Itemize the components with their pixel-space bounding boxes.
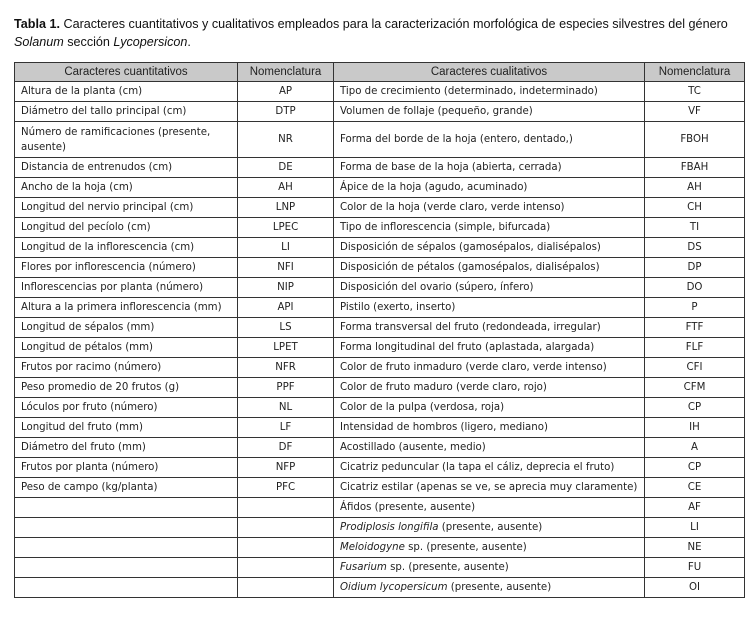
character-text: Tipo de crecimiento (determinado, indeterminado) bbox=[340, 86, 598, 97]
qualitative-code: DP bbox=[645, 258, 745, 278]
character-text: Forma longitudinal del fruto (aplastada, alargada) bbox=[340, 342, 595, 353]
character-text: (presente, ausente) bbox=[447, 582, 552, 593]
table-row bbox=[15, 398, 745, 418]
quantitative-character: Diámetro del fruto (mm) bbox=[15, 438, 238, 458]
table-row bbox=[15, 358, 745, 378]
qualitative-code: FTF bbox=[645, 318, 745, 338]
quantitative-code bbox=[238, 558, 334, 578]
character-text: Disposición del ovario (súpero, ínfero) bbox=[340, 282, 534, 293]
quantitative-code: DTP bbox=[238, 102, 334, 122]
character-text: Áfidos (presente, ausente) bbox=[340, 502, 476, 513]
character-text: Intensidad de hombros (ligero, mediano) bbox=[340, 422, 548, 433]
qualitative-character bbox=[334, 378, 645, 398]
quantitative-code: LS bbox=[238, 318, 334, 338]
character-text: Forma de base de la hoja (abierta, cerrada) bbox=[340, 162, 562, 173]
quantitative-character: Frutos por planta (número) bbox=[15, 458, 238, 478]
qualitative-character bbox=[334, 418, 645, 438]
quantitative-code: NFR bbox=[238, 358, 334, 378]
qualitative-character bbox=[334, 198, 645, 218]
qualitative-character bbox=[334, 518, 645, 538]
table-row bbox=[15, 298, 745, 318]
quantitative-code: AP bbox=[238, 82, 334, 102]
header-nomenclature-quant: Nomenclatura bbox=[238, 63, 334, 82]
characters-table bbox=[14, 62, 745, 598]
table-row bbox=[15, 258, 745, 278]
quantitative-character: Peso promedio de 20 frutos (g) bbox=[15, 378, 238, 398]
table-row bbox=[15, 218, 745, 238]
qualitative-code: TI bbox=[645, 218, 745, 238]
species-name: Meloidogyne bbox=[340, 542, 405, 553]
qualitative-character bbox=[334, 338, 645, 358]
caption-text: Caracteres cuantitativos y cualitativos empleados para la caracterización morfológica de especies silvestres del género bbox=[59, 17, 728, 31]
quantitative-character bbox=[15, 578, 238, 598]
quantitative-character: Longitud de pétalos (mm) bbox=[15, 338, 238, 358]
quantitative-code bbox=[238, 498, 334, 518]
quantitative-code: LNP bbox=[238, 198, 334, 218]
qualitative-code: P bbox=[645, 298, 745, 318]
quantitative-character: Longitud del nervio principal (cm) bbox=[15, 198, 238, 218]
character-text: Color de la pulpa (verdosa, roja) bbox=[340, 402, 505, 413]
table-row bbox=[15, 538, 745, 558]
species-name: Fusarium bbox=[340, 562, 387, 573]
qualitative-character bbox=[334, 158, 645, 178]
table-row bbox=[15, 82, 745, 102]
quantitative-code: LI bbox=[238, 238, 334, 258]
character-text: Forma transversal del fruto (redondeada, irregular) bbox=[340, 322, 601, 333]
qualitative-code: VF bbox=[645, 102, 745, 122]
character-text: Disposición de sépalos (gamosépalos, dialisépalos) bbox=[340, 242, 601, 253]
character-text: (presente, ausente) bbox=[438, 522, 543, 533]
character-text: sp. (presente, ausente) bbox=[386, 562, 509, 573]
quantitative-code: NL bbox=[238, 398, 334, 418]
quantitative-character: Longitud del fruto (mm) bbox=[15, 418, 238, 438]
table-row bbox=[15, 338, 745, 358]
quantitative-character: Diámetro del tallo principal (cm) bbox=[15, 102, 238, 122]
quantitative-character: Peso de campo (kg/planta) bbox=[15, 478, 238, 498]
qualitative-character bbox=[334, 258, 645, 278]
table-header-row bbox=[15, 63, 745, 82]
qualitative-code: CP bbox=[645, 458, 745, 478]
quantitative-character: Altura de la planta (cm) bbox=[15, 82, 238, 102]
quantitative-code: PPF bbox=[238, 378, 334, 398]
quantitative-code: LPET bbox=[238, 338, 334, 358]
character-text: Volumen de follaje (pequeño, grande) bbox=[340, 106, 533, 117]
qualitative-character bbox=[334, 498, 645, 518]
quantitative-character bbox=[15, 558, 238, 578]
qualitative-code: LI bbox=[645, 518, 745, 538]
qualitative-code: AF bbox=[645, 498, 745, 518]
quantitative-character: Inflorescencias por planta (número) bbox=[15, 278, 238, 298]
character-text: Forma del borde de la hoja (entero, dentado,) bbox=[340, 134, 573, 145]
table-row bbox=[15, 438, 745, 458]
quantitative-character: Frutos por racimo (número) bbox=[15, 358, 238, 378]
quantitative-character: Longitud de la inflorescencia (cm) bbox=[15, 238, 238, 258]
qualitative-character bbox=[334, 398, 645, 418]
table-row bbox=[15, 278, 745, 298]
qualitative-code: CFM bbox=[645, 378, 745, 398]
quantitative-character bbox=[15, 538, 238, 558]
quantitative-code: API bbox=[238, 298, 334, 318]
table-row bbox=[15, 478, 745, 498]
header-quantitative: Caracteres cuantitativos bbox=[15, 63, 238, 82]
quantitative-code: NFP bbox=[238, 458, 334, 478]
caption-mid: sección bbox=[63, 35, 114, 49]
qualitative-code: FLF bbox=[645, 338, 745, 358]
qualitative-code: AH bbox=[645, 178, 745, 198]
quantitative-code: DE bbox=[238, 158, 334, 178]
caption-end: . bbox=[187, 35, 191, 49]
quantitative-character: Longitud del pecíolo (cm) bbox=[15, 218, 238, 238]
table-row bbox=[15, 318, 745, 338]
qualitative-character bbox=[334, 238, 645, 258]
quantitative-code: LPEC bbox=[238, 218, 334, 238]
character-text: Acostillado (ausente, medio) bbox=[340, 442, 486, 453]
quantitative-character: Ancho de la hoja (cm) bbox=[15, 178, 238, 198]
header-nomenclature-qual: Nomenclatura bbox=[645, 63, 745, 82]
table-row bbox=[15, 498, 745, 518]
caption-label: Tabla 1. bbox=[14, 17, 60, 31]
qualitative-code: TC bbox=[645, 82, 745, 102]
caption-section: Lycopersicon bbox=[113, 35, 188, 49]
species-name: Oidium lycopersicum bbox=[340, 582, 448, 593]
qualitative-code: DO bbox=[645, 278, 745, 298]
qualitative-character bbox=[334, 458, 645, 478]
qualitative-character bbox=[334, 278, 645, 298]
quantitative-character: Número de ramificaciones (presente, ausente) bbox=[15, 122, 238, 158]
table-row bbox=[15, 378, 745, 398]
quantitative-character bbox=[15, 518, 238, 538]
quantitative-code: NIP bbox=[238, 278, 334, 298]
qualitative-code: FBAH bbox=[645, 158, 745, 178]
qualitative-character bbox=[334, 318, 645, 338]
character-text: Cicatriz peduncular (la tapa el cáliz, deprecia el fruto) bbox=[340, 462, 615, 473]
table-row bbox=[15, 178, 745, 198]
table-row bbox=[15, 418, 745, 438]
quantitative-character: Lóculos por fruto (número) bbox=[15, 398, 238, 418]
quantitative-code: DF bbox=[238, 438, 334, 458]
quantitative-code: PFC bbox=[238, 478, 334, 498]
qualitative-code: CE bbox=[645, 478, 745, 498]
qualitative-code: A bbox=[645, 438, 745, 458]
table-row bbox=[15, 198, 745, 218]
quantitative-code bbox=[238, 518, 334, 538]
qualitative-character bbox=[334, 478, 645, 498]
quantitative-character: Distancia de entrenudos (cm) bbox=[15, 158, 238, 178]
qualitative-character bbox=[334, 438, 645, 458]
character-text: Disposición de pétalos (gamosépalos, dialisépalos) bbox=[340, 262, 600, 273]
table-caption bbox=[14, 15, 744, 51]
character-text: Color de fruto maduro (verde claro, rojo) bbox=[340, 382, 547, 393]
qualitative-code: CFI bbox=[645, 358, 745, 378]
qualitative-character bbox=[334, 358, 645, 378]
qualitative-character bbox=[334, 102, 645, 122]
table-row bbox=[15, 238, 745, 258]
character-text: Pistilo (exerto, inserto) bbox=[340, 302, 456, 313]
qualitative-character bbox=[334, 298, 645, 318]
qualitative-code: DS bbox=[645, 238, 745, 258]
qualitative-code: FBOH bbox=[645, 122, 745, 158]
qualitative-character bbox=[334, 218, 645, 238]
qualitative-code: CH bbox=[645, 198, 745, 218]
character-text: Ápice de la hoja (agudo, acuminado) bbox=[340, 182, 528, 193]
table-row bbox=[15, 518, 745, 538]
qualitative-code: CP bbox=[645, 398, 745, 418]
character-text: sp. (presente, ausente) bbox=[404, 542, 527, 553]
quantitative-character bbox=[15, 498, 238, 518]
character-text: Color de fruto inmaduro (verde claro, verde intenso) bbox=[340, 362, 607, 373]
qualitative-character bbox=[334, 178, 645, 198]
quantitative-character: Longitud de sépalos (mm) bbox=[15, 318, 238, 338]
quantitative-code: NR bbox=[238, 122, 334, 158]
qualitative-code: IH bbox=[645, 418, 745, 438]
character-text: Cicatriz estilar (apenas se ve, se aprecia muy claramente) bbox=[340, 482, 638, 493]
table-row bbox=[15, 458, 745, 478]
quantitative-character: Flores por inflorescencia (número) bbox=[15, 258, 238, 278]
qualitative-code: NE bbox=[645, 538, 745, 558]
quantitative-code: LF bbox=[238, 418, 334, 438]
table-row bbox=[15, 158, 745, 178]
quantitative-code bbox=[238, 538, 334, 558]
caption-genus: Solanum bbox=[14, 35, 64, 49]
table-row bbox=[15, 558, 745, 578]
qualitative-character bbox=[334, 578, 645, 598]
qualitative-character bbox=[334, 122, 645, 158]
quantitative-character: Altura a la primera inflorescencia (mm) bbox=[15, 298, 238, 318]
quantitative-code: AH bbox=[238, 178, 334, 198]
character-text: Color de la hoja (verde claro, verde intenso) bbox=[340, 202, 565, 213]
header-qualitative: Caracteres cualitativos bbox=[334, 63, 645, 82]
qualitative-character bbox=[334, 538, 645, 558]
quantitative-code: NFI bbox=[238, 258, 334, 278]
qualitative-code: OI bbox=[645, 578, 745, 598]
qualitative-code: FU bbox=[645, 558, 745, 578]
table-row bbox=[15, 102, 745, 122]
qualitative-character bbox=[334, 82, 645, 102]
table-row bbox=[15, 578, 745, 598]
character-text: Tipo de inflorescencia (simple, bifurcada) bbox=[340, 222, 551, 233]
species-name: Prodiplosis longifila bbox=[340, 522, 439, 533]
quantitative-code bbox=[238, 578, 334, 598]
qualitative-character bbox=[334, 558, 645, 578]
table-row bbox=[15, 122, 745, 158]
